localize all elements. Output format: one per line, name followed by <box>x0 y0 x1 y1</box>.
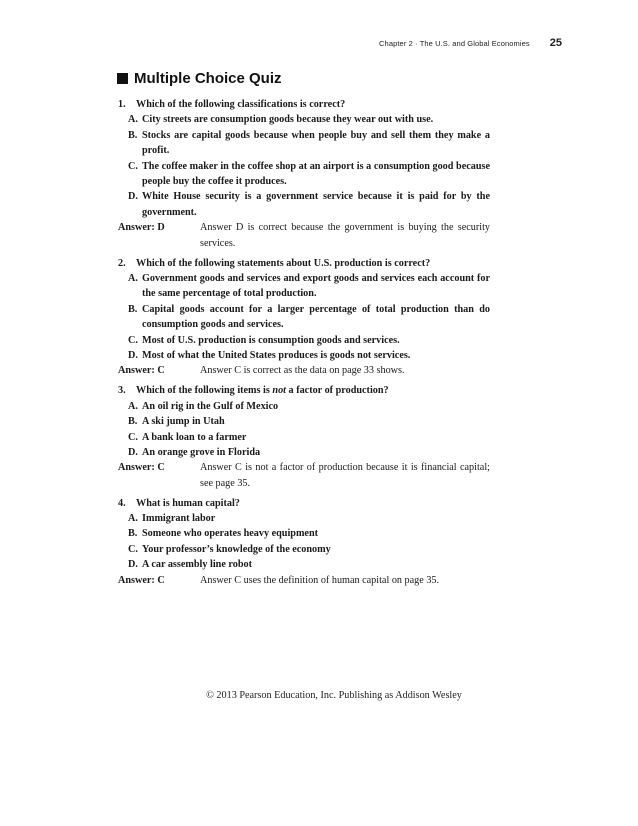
answer-explanation: Answer C is not a factor of production because it is financial capital; see page 35. <box>200 462 490 489</box>
choice-d <box>128 189 490 220</box>
choice-letter: D. <box>128 446 138 458</box>
choice-c <box>128 430 490 445</box>
answer-explanation: Answer C uses the definition of human capital on page 35. <box>200 574 440 586</box>
choice-b <box>128 302 490 333</box>
choice-text: Stocks are capital goods because when people buy and sell them they make a profit. <box>142 129 490 157</box>
question-4 <box>118 496 490 588</box>
choice-d <box>128 348 490 363</box>
question-text-part: a factor of production? <box>286 385 389 397</box>
choice-letter: A. <box>128 400 138 412</box>
choice-letter: C. <box>128 431 138 443</box>
choice-text: Your professor’s knowledge of the economy <box>142 543 331 555</box>
question-text <box>136 383 389 398</box>
answer-label: Answer: C <box>118 462 165 474</box>
answer-row <box>118 460 490 491</box>
quiz <box>118 97 490 593</box>
choice-d <box>128 445 490 460</box>
choice-text: Immigrant labor <box>142 513 216 525</box>
answer-explanation: Answer D is correct because the government is buying the security services. <box>200 222 490 249</box>
question-number: 2. <box>118 257 126 269</box>
question-stem <box>118 496 490 511</box>
choice-text: Government goods and services and export goods and services each account for the same percentage of total production. <box>142 272 490 300</box>
question-stem <box>118 97 490 112</box>
choice-letter: C. <box>128 334 138 346</box>
answer-row <box>118 220 490 251</box>
choice-text: A bank loan to a farmer <box>142 431 247 443</box>
question-text: What is human capital? <box>136 497 240 509</box>
choice-a <box>128 112 490 127</box>
question-2 <box>118 256 490 379</box>
choice-c <box>128 542 490 557</box>
choice-d <box>128 557 490 572</box>
choice-text: White House security is a government service because it is paid for by the government. <box>142 191 490 218</box>
answer-explanation: Answer C is correct as the data on page 33 shows. <box>200 365 405 377</box>
choice-a <box>128 511 490 526</box>
question-stem <box>118 383 490 398</box>
choice-letter: B. <box>128 129 138 141</box>
choice-b <box>128 526 490 541</box>
choice-a <box>128 271 490 302</box>
answer-row <box>118 573 490 588</box>
question-number: 3. <box>118 385 126 397</box>
choice-text: Most of U.S. production is consumption goods and services. <box>142 334 400 346</box>
choice-c <box>128 333 490 348</box>
choice-letter: A. <box>128 114 138 126</box>
choice-text: Someone who operates heavy equipment <box>142 528 319 540</box>
choice-letter: B. <box>128 416 138 428</box>
choice-text: A ski jump in Utah <box>142 416 225 428</box>
chapter-title: Chapter 2 · The U.S. and Global Economies <box>379 39 530 48</box>
choice-text: The coffee maker in the coffee shop at an airport is a consumption good because people buy the coffee it produces. <box>142 160 490 188</box>
page-number: 25 <box>549 37 562 49</box>
answer-row <box>118 363 490 378</box>
choice-text: Capital goods account for a larger percentage of total production than do consumption goods and services. <box>142 303 490 331</box>
choice-a <box>128 399 490 414</box>
running-header <box>379 37 562 49</box>
choice-letter: A. <box>128 272 138 284</box>
section-heading <box>117 70 282 87</box>
choice-letter: B. <box>128 303 138 315</box>
answer-label: Answer: D <box>118 222 165 234</box>
choice-text: A car assembly line robot <box>142 559 252 571</box>
choice-list <box>128 112 490 220</box>
choice-letter: B. <box>128 528 138 540</box>
choice-b <box>128 414 490 429</box>
choice-text: Most of what the United States produces is goods not services. <box>142 350 411 361</box>
choice-b <box>128 128 490 159</box>
choice-list <box>128 511 490 573</box>
choice-letter: C. <box>128 160 138 172</box>
answer-label: Answer: C <box>118 574 165 586</box>
choice-text: An oil rig in the Gulf of Mexico <box>142 400 279 412</box>
question-number: 4. <box>118 497 126 509</box>
question-3 <box>118 383 490 491</box>
choice-list <box>128 271 490 363</box>
question-number: 1. <box>118 99 126 110</box>
question-1 <box>118 97 490 251</box>
choice-letter: D. <box>128 191 138 203</box>
copyright-footer: © 2013 Pearson Education, Inc. Publishing as Addison Wesley <box>206 690 462 701</box>
choice-letter: A. <box>128 513 138 525</box>
question-text-part: Which of the following items is <box>136 385 273 397</box>
question-text: Which of the following classifications is correct? <box>136 99 346 110</box>
question-stem <box>118 256 490 271</box>
choice-letter: D. <box>128 559 138 571</box>
choice-text: City streets are consumption goods because they wear out with use. <box>142 114 434 126</box>
answer-label: Answer: C <box>118 365 165 377</box>
choice-text: An orange grove in Florida <box>142 446 261 458</box>
choice-list <box>128 399 490 461</box>
black-square-icon <box>117 73 128 84</box>
question-text: Which of the following statements about U.S. production is correct? <box>136 257 431 269</box>
choice-letter: C. <box>128 543 138 555</box>
question-emphasis: not <box>272 385 286 397</box>
choice-c <box>128 159 490 190</box>
section-title: Multiple Choice Quiz <box>134 70 282 87</box>
choice-letter: D. <box>128 350 138 361</box>
